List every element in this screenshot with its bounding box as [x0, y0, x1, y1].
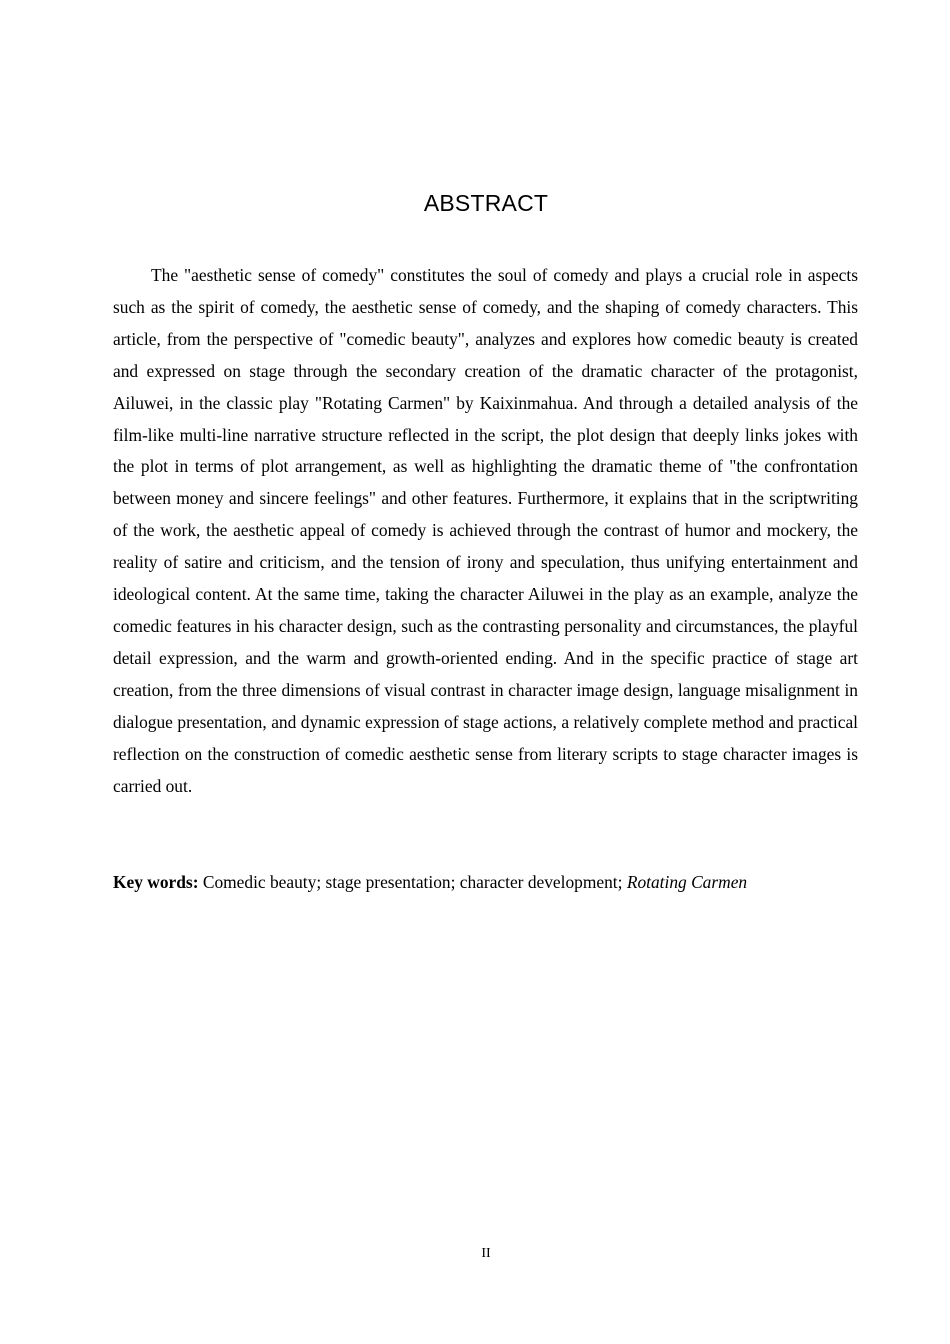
page-number: II [481, 1246, 491, 1261]
keywords-line [113, 867, 858, 899]
keywords-terms: Comedic beauty; stage presentation; character development; [198, 872, 627, 892]
keywords-italic-title: Rotating Carmen [626, 872, 748, 892]
keywords-label: Key words: [113, 872, 199, 892]
abstract-heading: ABSTRACT [423, 190, 549, 216]
abstract-paragraph: The "aesthetic sense of comedy" constitutes the soul of comedy and plays a crucial role in aspects such as the spirit of comedy, the aesthetic sense of comedy, and the shaping of comedy characters. This article, from the perspective of "comedic beauty", analyzes and explores how comedic beauty is created and expressed on stage through the secondary creation of the dramatic character of the protagonist, Ailuwei, in the classic play "Rotating Carmen" by Kaixinmahua. And through a detailed analysis of the film-like multi-line narrative structure reflected in the script, the plot design that deeply links jokes with the plot in terms of plot arrangement, as well as highlighting the dramatic theme of "the confrontation between money and sincere feelings" and other features. Furthermore, it explains that in the scriptwriting of the work, the aesthetic appeal of comedy is achieved through the contrast of humor and mockery, the reality of satire and criticism, and the tension of irony and speculation, thus unifying entertainment and ideological content. At the same time, taking the character Ailuwei in the play as an example, analyze the comedic features in his character design, such as the contrasting personality and circumstances, the playful detail expression, and the warm and growth-oriented ending. And in the specific practice of stage art creation, from the three dimensions of visual contrast in character image design, language misalignment in dialogue presentation, and dynamic expression of stage actions, a relatively complete method and practical reflection on the construction of comedic aesthetic sense from literary scripts to stage character images is carried out. [113, 265, 858, 796]
